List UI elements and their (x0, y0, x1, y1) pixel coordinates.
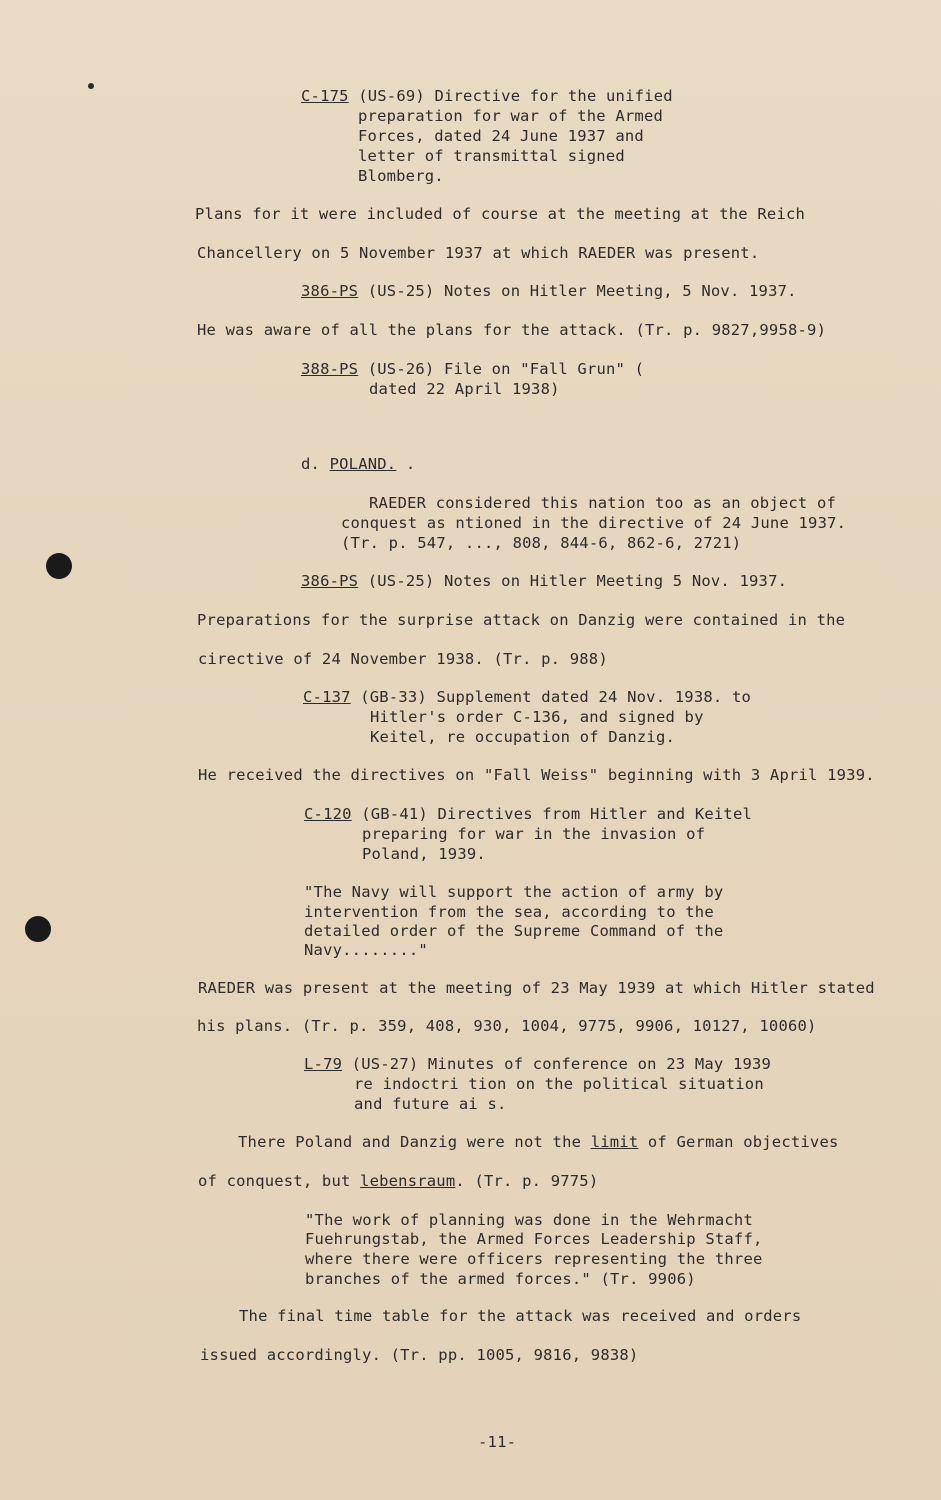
underlined-word: POLAND. (329, 455, 397, 473)
document-line (301, 359, 644, 379)
line-text: d. (301, 455, 330, 473)
document-line (304, 882, 723, 902)
line-text: conquest as ntioned in the directive of 24 June 1937. (341, 514, 847, 532)
document-line (304, 804, 752, 824)
line-text: "The work of planning was done in the Wehrmacht (305, 1211, 753, 1229)
line-text: (US-26) File on "Fall Grun" ( (358, 360, 645, 378)
document-line (354, 1094, 507, 1114)
exhibit-reference: 386-PS (301, 572, 359, 590)
line-text: Fuehrungstab, the Armed Forces Leadership Staff, (305, 1230, 763, 1248)
line-text: issued accordingly. (Tr. pp. 1005, 9816, 9838) (200, 1346, 639, 1364)
line-text: where there were officers representing the three (305, 1250, 763, 1268)
document-line (198, 649, 608, 669)
document-line (301, 86, 673, 106)
line-text: letter of transmittal signed (358, 147, 625, 165)
line-text: his plans. (Tr. p. 359, 408, 930, 1004, 9775, 9906, 10127, 10060) (197, 1017, 817, 1035)
line-text: (US-27) Minutes of conference on 23 May 1939 (342, 1055, 772, 1073)
line-text: cirective of 24 November 1938. (Tr. p. 988) (198, 650, 608, 668)
document-line (358, 126, 644, 146)
page-number: -11- (478, 1433, 517, 1451)
line-text: intervention from the sea, according to the (304, 903, 714, 921)
line-text: and future ai s. (354, 1095, 507, 1113)
punch-hole (46, 553, 72, 579)
document-line (362, 844, 486, 864)
line-text: branches of the armed forces." (Tr. 9906) (305, 1270, 696, 1288)
line-text: (US-69) Directive for the unified (348, 87, 673, 105)
document-line (305, 1269, 696, 1289)
punch-hole (25, 916, 51, 942)
document-line (197, 610, 845, 630)
document-line (195, 204, 805, 224)
document-line (303, 687, 751, 707)
document-line (304, 1054, 771, 1074)
document-line (362, 824, 705, 844)
line-text: (US-25) Notes on Hitler Meeting 5 Nov. 1937. (358, 572, 788, 590)
document-line (358, 166, 444, 186)
exhibit-reference: C-137 (303, 688, 351, 706)
document-line (238, 1132, 839, 1152)
line-text: Blomberg. (358, 167, 444, 185)
line-text: Preparations for the surprise attack on Danzig were contained in the (197, 611, 846, 629)
line-text: Navy........" (304, 941, 428, 959)
line-text: dated 22 April 1938) (369, 380, 560, 398)
line-text: (GB-33) Supplement dated 24 Nov. 1938. to (350, 688, 752, 706)
document-line (370, 727, 675, 747)
line-text: detailed order of the Supreme Command of the (304, 922, 724, 940)
document-line (304, 940, 428, 960)
exhibit-reference: 386-PS (301, 282, 359, 300)
document-line (197, 320, 826, 340)
line-text: of conquest, but (198, 1172, 361, 1190)
document-line (198, 765, 875, 785)
line-text: (GB-41) Directives from Hitler and Keitel (351, 805, 753, 823)
line-text: Poland, 1939. (362, 845, 486, 863)
document-line (341, 533, 741, 553)
document-line (301, 454, 415, 474)
document-line (370, 707, 704, 727)
exhibit-reference: 388-PS (301, 360, 359, 378)
document-line (197, 243, 759, 263)
underlined-word: lebensraum (360, 1172, 456, 1190)
line-text: The final time table for the attack was received and orders (239, 1307, 802, 1325)
line-text: He was aware of all the plans for the attack. (Tr. p. 9827,9958-9) (197, 321, 827, 339)
document-line (305, 1210, 753, 1230)
document-line (198, 978, 875, 998)
document-line (304, 921, 723, 941)
line-text: RAEDER considered this nation too as an object of (369, 494, 837, 512)
line-text: . (Tr. p. 9775) (455, 1172, 599, 1190)
ink-mark (88, 83, 94, 89)
document-line (301, 281, 797, 301)
underlined-word: limit (590, 1133, 639, 1151)
exhibit-reference: L-79 (304, 1055, 343, 1073)
document-line (197, 1016, 817, 1036)
line-text: Chancellery on 5 November 1937 at which RAEDER was present. (197, 244, 760, 262)
document-line (369, 493, 836, 513)
document-line (354, 1074, 764, 1094)
line-text: There Poland and Danzig were not the (238, 1133, 591, 1151)
line-text: preparing for war in the invasion of (362, 825, 706, 843)
exhibit-reference: C-120 (304, 805, 352, 823)
document-line (200, 1345, 638, 1365)
document-line (341, 513, 846, 533)
line-text: preparation for war of the Armed (358, 107, 664, 125)
line-text: (US-25) Notes on Hitler Meeting, 5 Nov. 1937. (358, 282, 797, 300)
line-text: . (396, 455, 416, 473)
document-line (358, 106, 663, 126)
line-text: of German objectives (638, 1133, 839, 1151)
document-line (239, 1306, 801, 1326)
line-text: Plans for it were included of course at the meeting at the Reich (195, 205, 806, 223)
line-text: RAEDER was present at the meeting of 23 May 1939 at which Hitler stated (198, 979, 875, 997)
exhibit-reference: C-175 (301, 87, 349, 105)
document-line (369, 379, 560, 399)
line-text: "The Navy will support the action of army by (304, 883, 724, 901)
line-text: Hitler's order C-136, and signed by (370, 708, 704, 726)
line-text: (Tr. p. 547, ..., 808, 844-6, 862-6, 2721) (341, 534, 742, 552)
document-line (301, 571, 787, 591)
document-line (198, 1171, 598, 1191)
line-text: Forces, dated 24 June 1937 and (358, 127, 644, 145)
document-line (358, 146, 625, 166)
line-text: Keitel, re occupation of Danzig. (370, 728, 676, 746)
document-line (304, 902, 714, 922)
document-line (305, 1229, 763, 1249)
line-text: He received the directives on "Fall Weiss" beginning with 3 April 1939. (198, 766, 875, 784)
document-line (305, 1249, 763, 1269)
line-text: re indoctri tion on the political situation (354, 1075, 764, 1093)
